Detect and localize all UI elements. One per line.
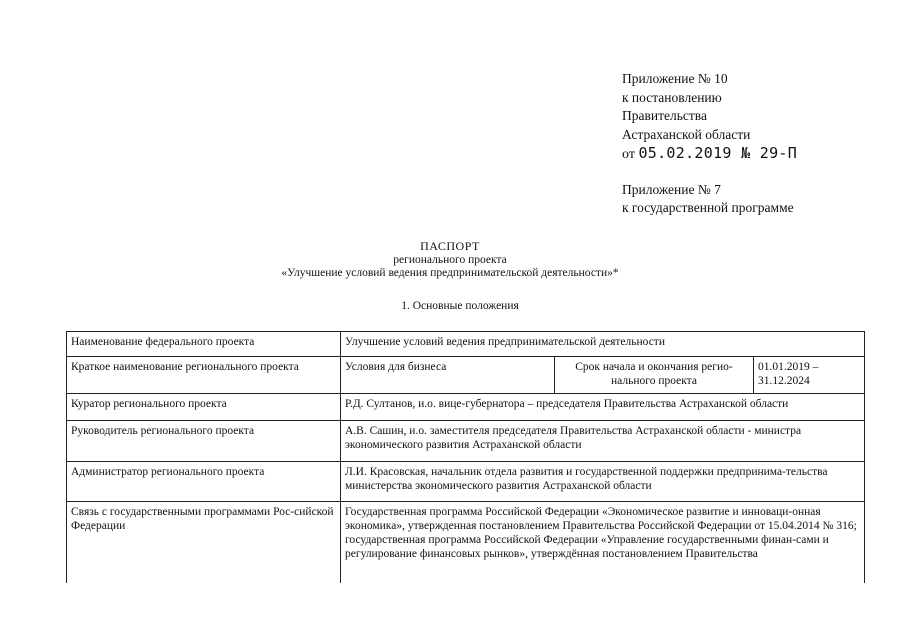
appendix-line-4: Астраханской области [622,126,751,142]
program-link-2: государственная программа Российской Федерации «Управление государственными финан-сами и регулирование финансовых рынков», утверждённая постановлением Правительства [345,534,829,560]
table-row [67,357,865,394]
passport-table [66,331,865,583]
table-row [67,394,865,421]
row-value: Улучшение условий ведения предпринимательской деятельности [341,332,865,357]
row-label: Наименование федерального проекта [67,332,341,357]
table-row [67,332,865,357]
appendix-line-6: Приложение № 7 [622,181,721,197]
appendix-date-line [622,144,882,165]
project-name: «Улучшение условий ведения предпринимательской деятельности»* [281,267,619,279]
section-heading: 1. Основные положения [401,300,519,312]
row-label: Администратор регионального проекта [67,462,341,502]
program-link-1: Государственная программа Российской Федерации «Экономическое развитие и инноваци-онная экономика», утвержденная постановлением Правительства Российской Федерации от 15.04.2014 № 316; [345,506,857,532]
appendix-line-3: Правительства [622,108,707,123]
row-value: Условия для бизнеса [341,357,555,394]
row-value: Л.И. Красовская, начальник отдела развития и государственной поддержки предпринима-тельства министерства экономического развития Астраханской области [341,462,865,502]
table-row [67,421,865,462]
row-label: Краткое наименование регионального проекта [67,357,341,394]
appendix-block [622,70,882,218]
appendix-line-7: к государственной программе [622,200,794,215]
title-block [200,240,700,281]
row-label: Руководитель регионального проекта [67,421,341,462]
date-prefix: от [622,147,635,162]
table-row [67,462,865,502]
appendix-line-1: Приложение № 10 [622,71,728,86]
term-label: Срок начала и окончания регио-нального проекта [555,357,754,394]
appendix-line-2: к постановлению [622,89,722,105]
row-label: Связь с государственными программами Рос-сийской Федерации [67,502,341,584]
date-stamp: 05.02.2019 № 29-П [638,144,798,162]
row-value: Р.Д. Султанов, и.о. вице-губернатора – председателя Правительства Астраханской области [341,394,865,421]
row-label: Куратор регионального проекта [67,394,341,421]
document-title: ПАСПОРТ [420,239,480,253]
table-row [67,502,865,584]
document-subtitle: регионального проекта [393,253,507,266]
row-value: А.В. Сашин, и.о. заместителя председателя Правительства Астраханской области - министра экономического развития Астраханской области [341,421,865,462]
row-value [341,502,865,584]
term-value: 01.01.2019 – 31.12.2024 [754,357,865,394]
